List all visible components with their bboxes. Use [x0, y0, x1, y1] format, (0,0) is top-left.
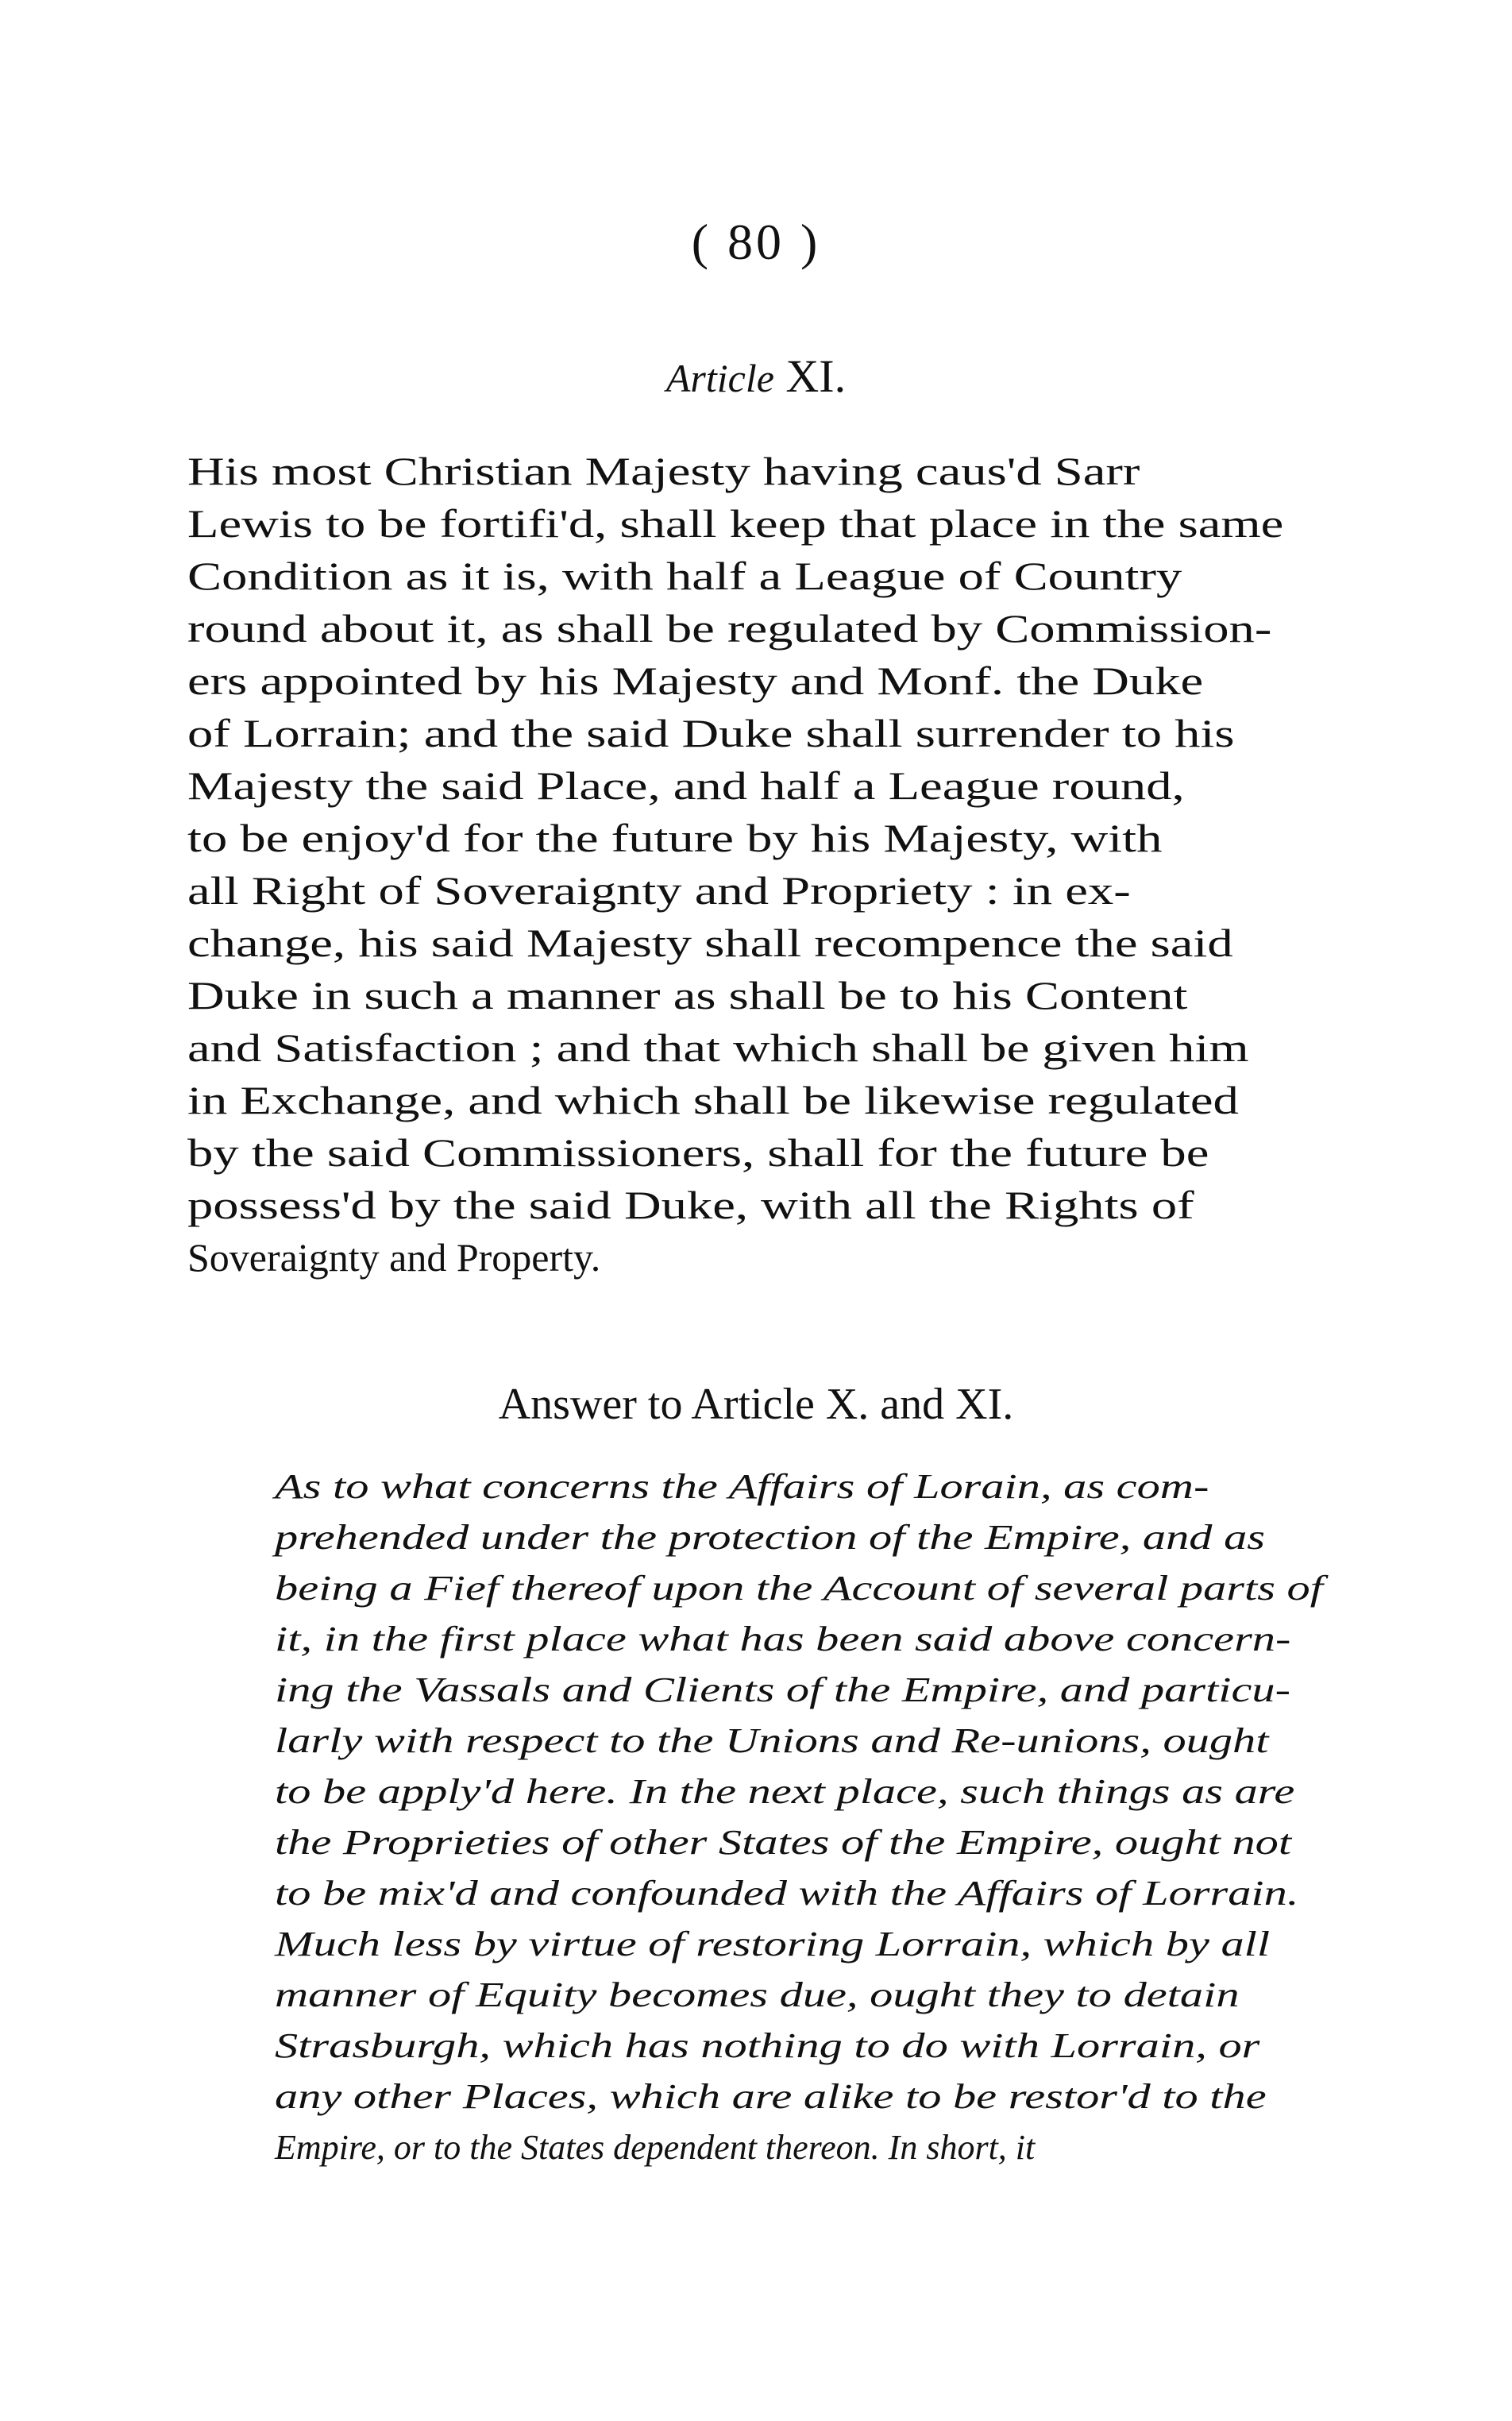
answer-line: to be apply'd here. In the next place, such things as are	[275, 1772, 1295, 1811]
article-line: Condition as it is, with half a League of Country	[187, 554, 1182, 598]
answer-line: larly with respect to the Unions and Re-unions, ought	[275, 1721, 1269, 1760]
article-line: of Lorrain; and the said Duke shall surrender to his	[187, 711, 1235, 755]
article-numeral: XI.	[785, 350, 847, 402]
answer-line: to be mix'd and confounded with the Affairs of Lorrain.	[275, 1874, 1299, 1913]
answer-line: any other Places, which are alike to be restor'd to the	[275, 2077, 1267, 2116]
answer-line: prehended under the protection of the Empire, and as	[275, 1518, 1266, 1557]
answer-line: ing the Vassals and Clients of the Empire, and particu-	[275, 1670, 1291, 1709]
answer-line: it, in the first place what has been said above concern-	[275, 1620, 1291, 1658]
answer-line: the Proprieties of other States of the Empire, ought not	[275, 1823, 1292, 1862]
article-line: Majesty the said Place, and half a League round,	[187, 763, 1185, 808]
article-line: all Right of Soveraignty and Propriety : in ex-	[187, 868, 1131, 913]
article-line: by the said Commissioners, shall for the future be	[187, 1130, 1209, 1175]
article-line: possess'd by the said Duke, with all the Rights of	[187, 1183, 1194, 1227]
article-line: Lewis to be fortifi'd, shall keep that place in the same	[187, 501, 1284, 546]
article-label: Article	[665, 356, 774, 400]
answer-line: manner of Equity becomes due, ought they to detain	[275, 1975, 1240, 2014]
article-line: in Exchange, and which shall be likewise regulated	[187, 1078, 1239, 1122]
answer-heading: Answer to Article X. and XI.	[498, 1380, 1014, 1429]
article-line: ers appointed by his Majesty and Monf. the Duke	[187, 658, 1204, 703]
article-line: change, his said Majesty shall recompence the said	[187, 921, 1233, 965]
answer-line: Much less by virtue of restoring Lorrain, which by all	[275, 1925, 1271, 1963]
article-line: round about it, as shall be regulated by Commission-	[187, 606, 1272, 651]
answer-line: being a Fief thereof upon the Account of several parts of	[275, 1569, 1323, 1608]
article-line: His most Christian Majesty having caus'd Sarr	[187, 449, 1140, 493]
answer-line: As to what concerns the Affairs of Lorain, as com-	[275, 1467, 1209, 1506]
article-line: Duke in such a manner as shall be to his Content	[187, 973, 1188, 1017]
answer-line: Strasburgh, which has nothing to do with Lorrain, or	[275, 2026, 1260, 2065]
answer-body	[275, 1461, 1323, 2173]
article-body	[187, 445, 1284, 1284]
article-heading	[0, 349, 1512, 403]
page-number: ( 80 )	[691, 214, 821, 270]
article-line: and Satisfaction ; and that which shall be given him	[187, 1025, 1249, 1070]
answer-line: Empire, or to the States dependent thereon. In short, it	[275, 2128, 1036, 2167]
article-line: Soveraignty and Property.	[187, 1235, 601, 1280]
article-line: to be enjoy'd for the future by his Majesty, with	[187, 816, 1163, 860]
